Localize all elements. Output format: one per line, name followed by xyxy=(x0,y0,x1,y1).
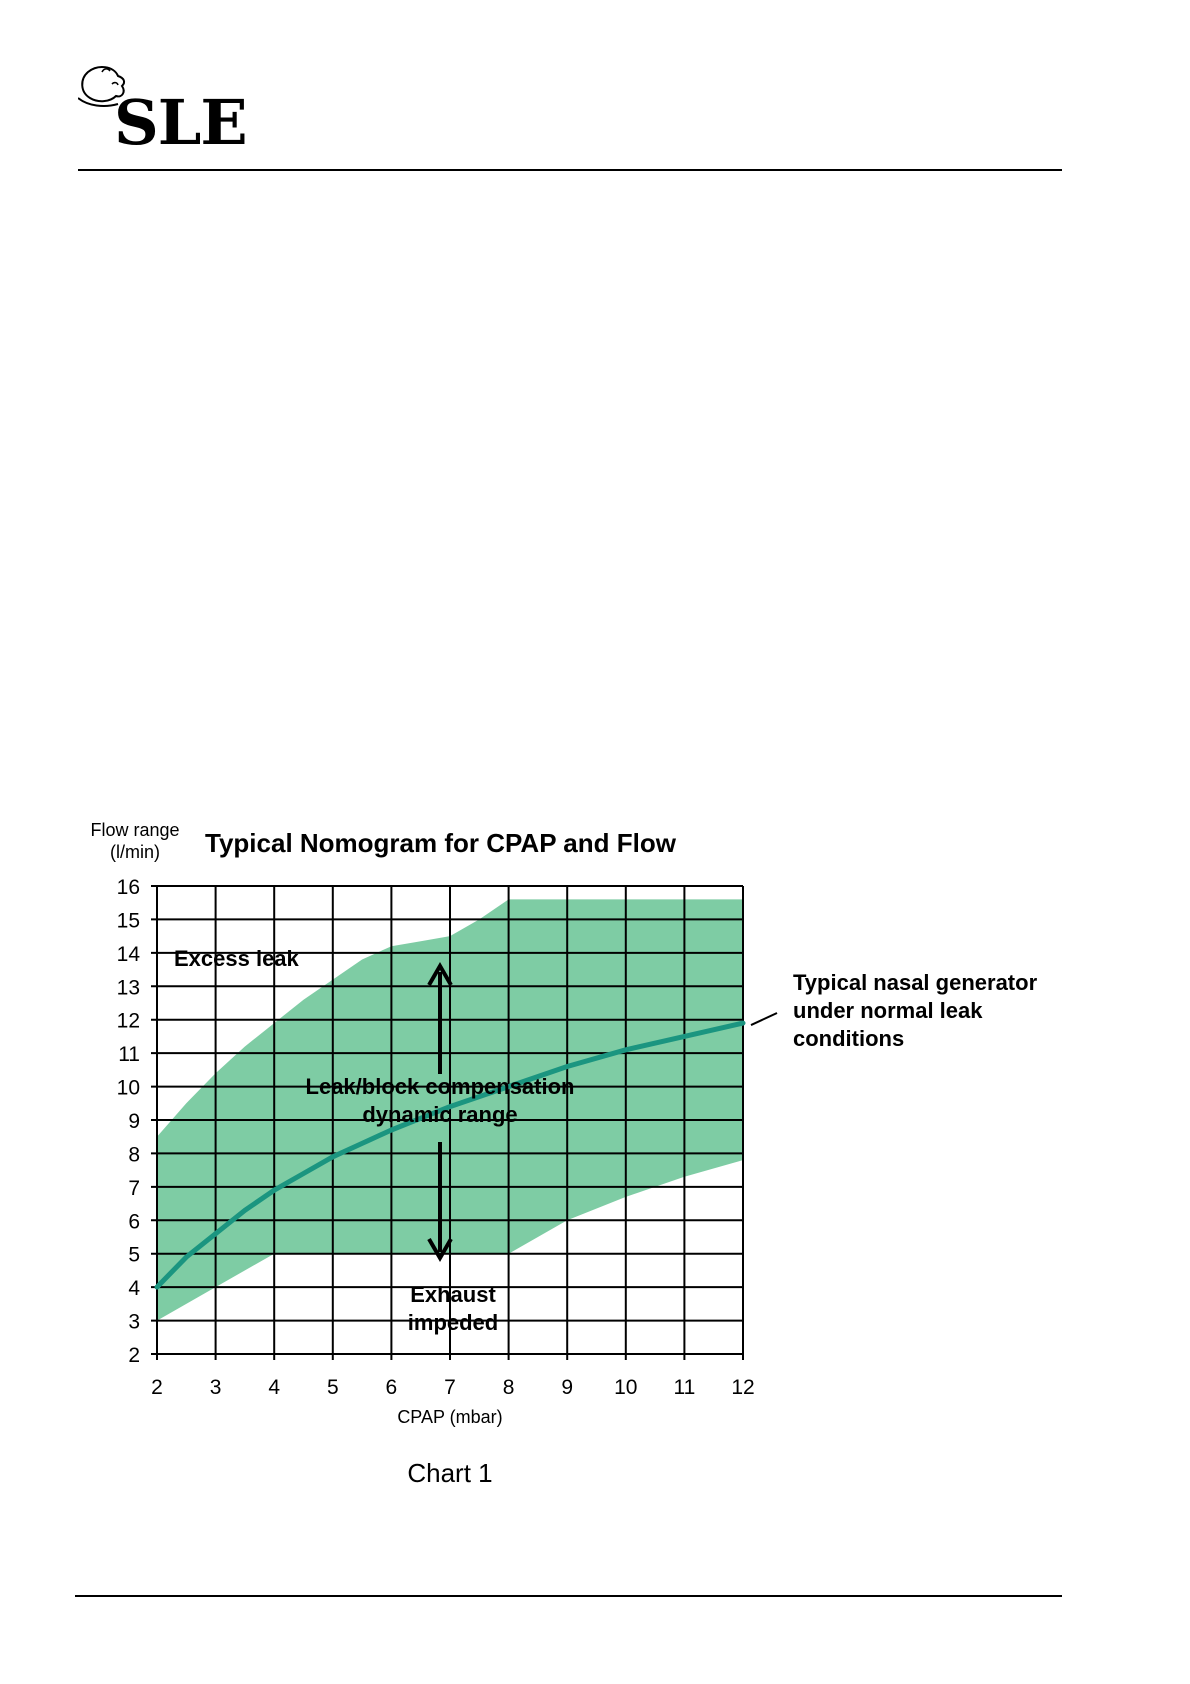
y-tick-label: 10 xyxy=(116,1076,140,1100)
y-tick-label: 6 xyxy=(128,1210,140,1234)
logo-text: SLE xyxy=(114,86,247,159)
generator-label-line3: conditions xyxy=(793,1026,905,1051)
x-tick-label: 8 xyxy=(502,1376,515,1399)
y-tick-label: 16 xyxy=(116,876,140,899)
x-tick-label: 4 xyxy=(268,1376,281,1399)
x-tick-label: 6 xyxy=(385,1376,398,1399)
x-tick-label: 12 xyxy=(731,1376,755,1399)
x-axis-label: CPAP (mbar) xyxy=(397,1407,503,1427)
y-tick-label: 7 xyxy=(128,1176,140,1200)
compensation-label: Leak/block compensation xyxy=(305,1074,575,1099)
y-tick-label: 13 xyxy=(116,976,140,1000)
y-axis-unit: (l/min) xyxy=(110,842,160,862)
exhaust-label: Exhaust xyxy=(410,1282,496,1307)
y-tick-label: 2 xyxy=(128,1344,140,1367)
y-tick-label: 4 xyxy=(128,1277,140,1301)
y-tick-label: 15 xyxy=(116,909,140,933)
impeded-label: impeded xyxy=(407,1310,499,1335)
y-tick-label: 8 xyxy=(128,1143,140,1167)
y-tick-label: 9 xyxy=(128,1110,140,1133)
y-tick-label: 3 xyxy=(128,1310,140,1334)
y-axis-label: Flow range xyxy=(90,820,180,840)
x-tick-label: 9 xyxy=(561,1376,574,1399)
x-tick-label: 3 xyxy=(209,1376,222,1399)
y-tick-label: 14 xyxy=(116,942,140,966)
footer-rule xyxy=(75,1595,1062,1597)
generator-label-line2: under normal leak xyxy=(793,998,983,1023)
y-tick-label: 5 xyxy=(128,1243,140,1267)
x-tick-label: 2 xyxy=(151,1376,163,1399)
x-tick-label: 5 xyxy=(326,1376,339,1399)
generator-label-line1: Typical nasal generator xyxy=(793,970,1038,995)
x-tick-label: 10 xyxy=(614,1376,638,1399)
dynamic-range-label: dynamic range xyxy=(362,1102,518,1127)
chart-title: Typical Nomogram for CPAP and Flow xyxy=(205,828,676,858)
x-tick-label: 11 xyxy=(673,1376,696,1399)
x-tick-label: 7 xyxy=(444,1376,456,1399)
y-tick-label: 11 xyxy=(118,1043,140,1067)
excess-leak-label: Excess leak xyxy=(174,946,299,971)
y-tick-label: 12 xyxy=(116,1009,140,1033)
chart-caption: Chart 1 xyxy=(407,1458,493,1488)
generator-leader-line xyxy=(751,1013,777,1025)
